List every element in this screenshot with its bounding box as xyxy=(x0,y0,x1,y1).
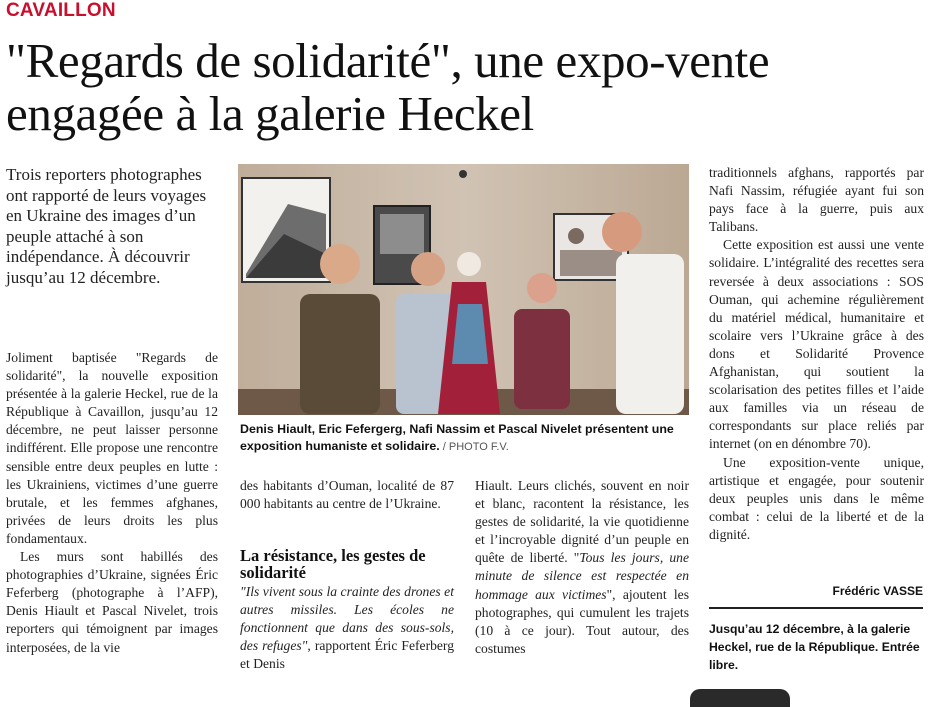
body-text: ", ajoutent les photographes, qui cumulent les trajets (10 à ce jour). Tout autour, des costumes xyxy=(475,586,689,656)
practical-info-box: Jusqu’au 12 décembre, à la galerie Heckel, rue de la République. Entrée libre. xyxy=(709,607,923,674)
page-edge-marker xyxy=(690,689,790,707)
body-paragraph: Une exposition-vente unique, artistique et engagée, pour soutenir deux peuples unis dans le même combat : celui de la liberté et de la dignité. xyxy=(709,454,924,542)
section-kicker: CAVAILLON xyxy=(6,0,116,21)
article-lede: Trois reporters photographes ont rapporté de leurs voyages en Ukraine des images d’un peuple attaché à son indépendance. À découvrir jusqu’au 12 décembre. xyxy=(6,165,207,287)
body-column-3 xyxy=(475,477,689,658)
photo-caption xyxy=(240,421,689,456)
article-photo xyxy=(238,164,689,415)
body-paragraph: Les murs sont habillés des photographies d’Ukraine, signées Éric Feferberg (photographe à l’AFP), Denis Hiault et Pascal Nivelet, trois reporters qui témoignent par images interposées, de la vie xyxy=(6,549,218,655)
body-paragraph: Cette exposition est aussi une vente solidaire. L’intégralité des recettes sera reversée à deux associations : SOS Ouman, qui achemine régulièrement du matériel médical, humanitaire et scolaire vers l’Ukraine grâce à des dons et Solidarité Provence Afghanistan, qui soutient la scolarisation des petites filles et l’aide aux familles via un réseau de correspondants sur place reliés par internet (on en dénombre 70). xyxy=(709,237,924,452)
body-column-4 xyxy=(709,164,924,544)
body-column-1 xyxy=(6,349,218,657)
body-column-2-continued xyxy=(240,583,454,673)
article-headline: "Regards de solidarité", une expo-vente engagée à la galerie Heckel xyxy=(6,33,770,141)
quote-text: Tous les jours, une minute de silence est respectée en hommage aux victimes xyxy=(475,550,689,602)
article-subhead: La résistance, les gestes de solidarité xyxy=(240,546,426,582)
photo-credit: / PHOTO F.V. xyxy=(439,441,509,453)
body-column-2 xyxy=(240,477,454,513)
author-byline: Frédéric VASSE xyxy=(832,584,923,598)
body-paragraph: des habitants d’Ouman, localité de 87 000 habitants au centre de l’Ukraine. xyxy=(240,478,454,512)
caption-text: Denis Hiault, Eric Fefergerg, Nafi Nassim et Pascal Nivelet présentent une exposition humaniste et solidaire. xyxy=(240,422,674,453)
body-paragraph: Joliment baptisée "Regards de solidarité", la nouvelle exposition présentée à la galerie Heckel, rue de la République à Cavaillon, jusqu’au 12 décembre, ne peut laisser personne indifférent. Elle propose une rencontre sensible entre deux peuples en lutte : les Ukrainiens, victimes d’une guerre brutale, et les femmes afghanes, privées de leurs droits les plus fondamentaux. xyxy=(6,350,218,546)
body-text: Hiault. Leurs clichés, souvent en noir et blanc, racontent la résistance, les gestes de solidarité, la vie quotidienne et l’incroyable dignité d’un peuple en quête de liberté. " xyxy=(475,478,689,566)
quote-text: "Ils vivent sous la crainte des drones et autres missiles. Les écoles ne fonctionnent que dans des sous-sols, des refuges" xyxy=(240,584,454,654)
body-paragraph: traditionnels afghans, rapportés par Nafi Nassim, réfugiée ayant fui son pays face à la guerre, puis aux Talibans. xyxy=(709,165,924,235)
body-text: , rapportent Éric Feferberg et Denis xyxy=(240,638,454,672)
